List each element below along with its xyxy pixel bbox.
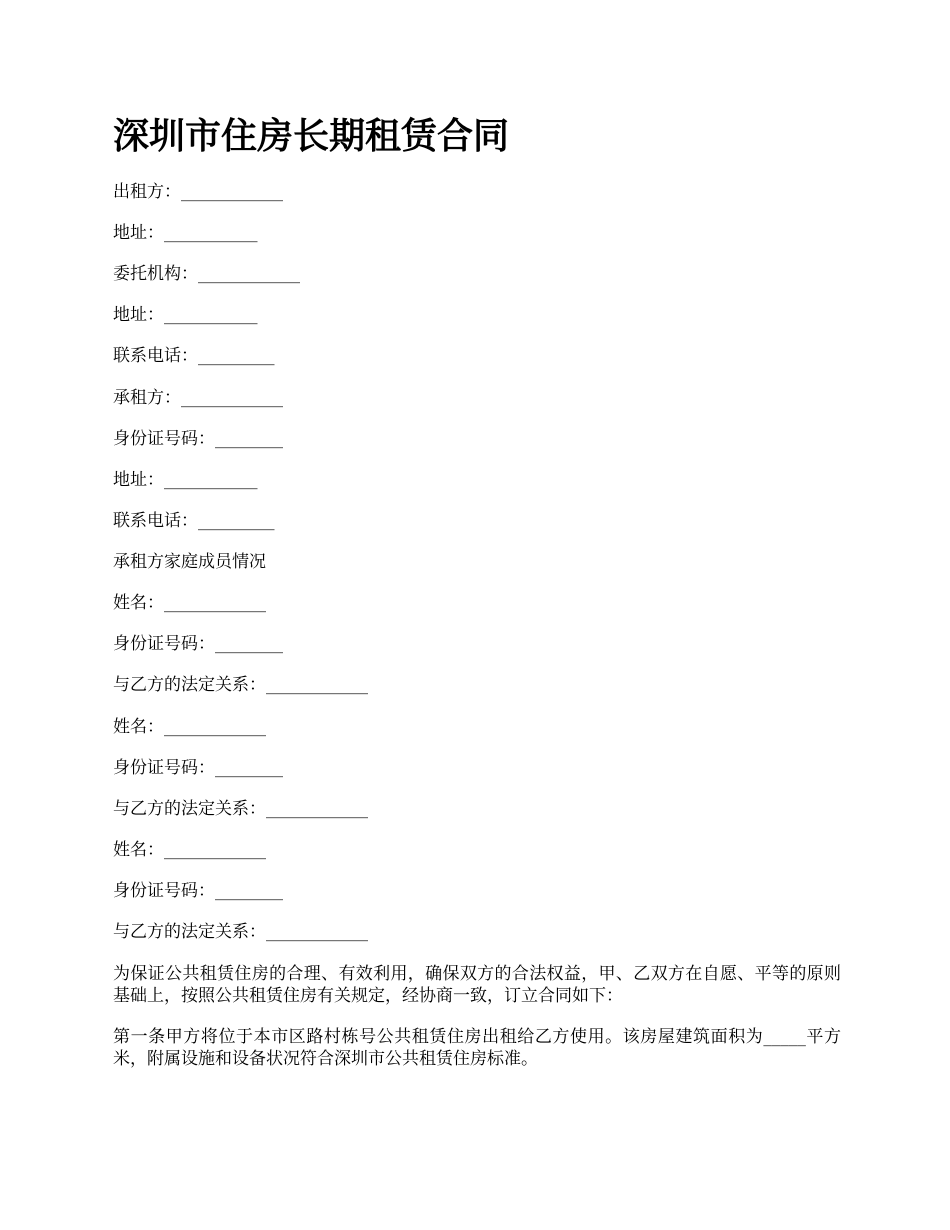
preamble-paragraph: 为保证公共租赁住房的合理、有效利用，确保双方的合法权益，甲、乙双方在自愿、平等的原则基础上，按照公共租赁住房有关规定，经协商一致，订立合同如下： bbox=[113, 964, 841, 1006]
agency-address-field: 地址：___________ bbox=[113, 305, 258, 325]
member1-relation-field: 与乙方的法定关系：____________ bbox=[113, 675, 368, 695]
lessor-address-field: 地址：___________ bbox=[113, 223, 258, 243]
lessee-field: 承租方：____________ bbox=[113, 388, 283, 408]
lessor-phone-field: 联系电话：_________ bbox=[113, 346, 275, 366]
lessee-id-field: 身份证号码：________ bbox=[113, 429, 283, 449]
member2-id-field: 身份证号码：________ bbox=[113, 758, 283, 778]
lessor-field: 出租方：____________ bbox=[113, 182, 283, 202]
lessee-address-field: 地址：___________ bbox=[113, 470, 258, 490]
lessee-phone-field: 联系电话：_________ bbox=[113, 511, 275, 531]
member3-id-field: 身份证号码：________ bbox=[113, 881, 283, 901]
member1-name-field: 姓名：____________ bbox=[113, 593, 266, 613]
member3-name-field: 姓名：____________ bbox=[113, 840, 266, 860]
member3-relation-field: 与乙方的法定关系：____________ bbox=[113, 922, 368, 942]
article-one-paragraph: 第一条甲方将位于本市区路村栋号公共租赁住房出租给乙方使用。该房屋建筑面积为_____平方米，附属设施和设备状况符合深圳市公共租赁住房标准。 bbox=[113, 1027, 841, 1069]
member2-relation-field: 与乙方的法定关系：____________ bbox=[113, 799, 368, 819]
member1-id-field: 身份证号码：________ bbox=[113, 634, 283, 654]
family-members-heading: 承租方家庭成员情况 bbox=[113, 552, 266, 572]
agency-field: 委托机构：____________ bbox=[113, 264, 300, 284]
document-title: 深圳市住房长期租赁合同 bbox=[113, 115, 510, 157]
member2-name-field: 姓名：____________ bbox=[113, 717, 266, 737]
